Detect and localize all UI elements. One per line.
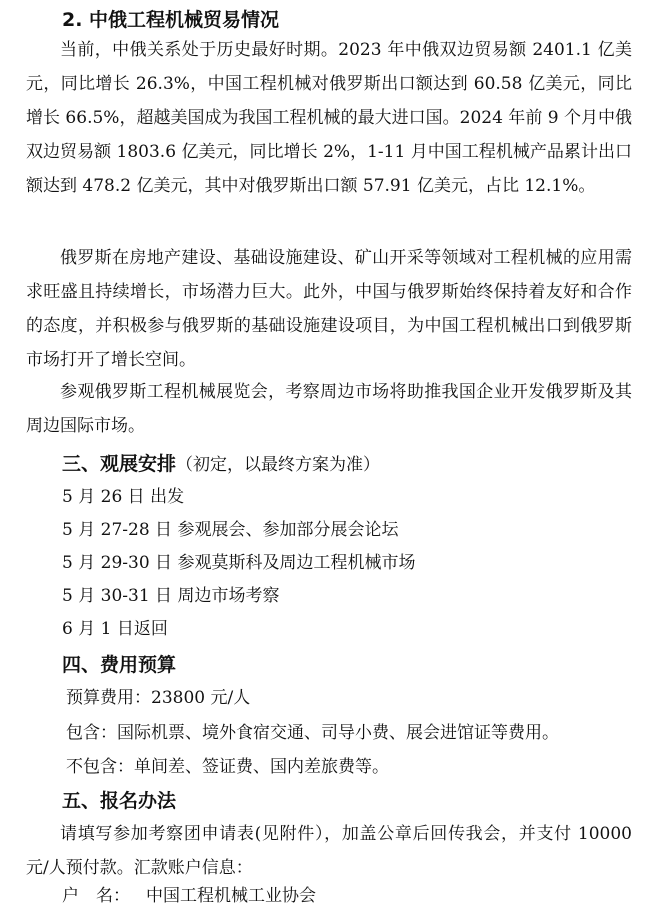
account-name-value: 中国工程机械工业协会 (146, 886, 316, 906)
schedule-item-1: 5 月 26 日 出发 (62, 487, 185, 507)
account-name-row (62, 884, 316, 908)
budget-fee: 预算费用：23800 元/人 (66, 688, 251, 708)
section-3-note: （初定，以最终方案为准） (176, 455, 381, 475)
budget-excluded: 不包含：单间差、签证费、国内差旅费等。 (66, 757, 389, 777)
section-5-heading: 五、报名办法 (62, 790, 177, 812)
schedule-item-2: 5 月 27-28 日 参观展会、参加部分展会论坛 (62, 520, 399, 540)
budget-included: 包含：国际机票、境外食宿交通、司导小费、展会进馆证等费用。 (66, 723, 559, 743)
section-2-heading: 2. 中俄工程机械贸易情况 (62, 9, 280, 31)
account-name-label: 户 名： (62, 886, 130, 906)
schedule-item-5: 6 月 1 日返回 (62, 619, 168, 639)
section-3-title: 三、观展安排 (62, 453, 177, 475)
visit-paragraph: 参观俄罗斯工程机械展览会，考察周边市场将助推我国企业开发俄罗斯及其周边国际市场。 (26, 382, 632, 436)
registration-paragraph: 请填写参加考察团申请表(见附件），加盖公章后回传我会，并支付 10000 元/人预付款。汇款账户信息： (26, 824, 632, 878)
section-3-heading (62, 452, 380, 477)
schedule-item-3: 5 月 29-30 日 参观莫斯科及周边工程机械市场 (62, 553, 416, 573)
demand-paragraph: 俄罗斯在房地产建设、基础设施建设、矿山开采等领域对工程机械的应用需求旺盛且持续增长，市场潜力巨大。此外，中国与俄罗斯始终保持着友好和合作的态度，并积极参与俄罗斯的基础设施建设项目，为中国工程机械出口到俄罗斯市场打开了增长空间。 (26, 248, 632, 370)
schedule-item-4: 5 月 30-31 日 周边市场考察 (62, 586, 280, 606)
section-4-heading: 四、费用预算 (62, 654, 177, 676)
trade-paragraph: 当前，中俄关系处于历史最好时期。2023 年中俄双边贸易额 2401.1 亿美元，同比增长 26.3%，中国工程机械对俄罗斯出口额达到 60.58 亿美元，同比增长 66.5%，超越美国成为我国工程机械的最大进口国。2024 年前 9 个月中俄双边贸易额 1803.6 亿美元，同比增长 2%，1-11 月中国工程机械产品累计出口额达到 478.2 亿美元，其中对俄罗斯出口额 57.91 亿美元，占比 12.1%。 (26, 40, 632, 196)
